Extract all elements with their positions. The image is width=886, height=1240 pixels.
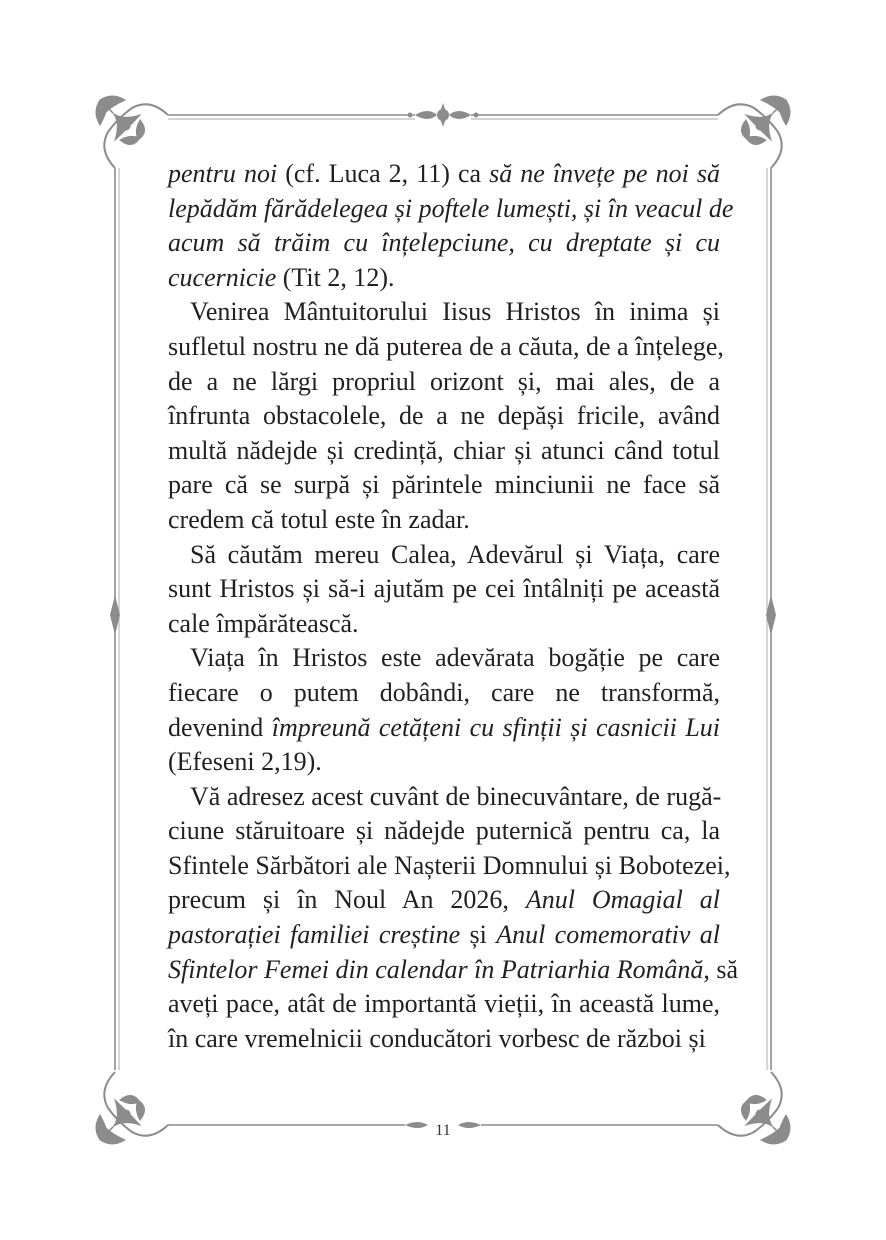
paragraph-p4 xyxy=(168,641,720,779)
corner-ornament-top-left xyxy=(96,96,168,168)
regular-text: cale împărătească. xyxy=(168,608,359,638)
regular-text: sunt Hristos și să-i ajutăm pe cei întâlniți pe această xyxy=(168,574,720,604)
text-line xyxy=(168,641,720,676)
text-line xyxy=(168,953,739,988)
text-line xyxy=(168,1022,720,1057)
text-line xyxy=(168,849,731,884)
italic-text: pentru noi xyxy=(168,159,278,188)
page-number: 11 xyxy=(435,1122,451,1139)
regular-text: ciune stăruitoare și nădejde puternică pentru ca, la xyxy=(168,816,720,846)
italic-text: împreună cetățeni cu sfinții și casnicii Lui xyxy=(271,712,721,742)
text-line xyxy=(168,157,720,192)
regular-text: Sfintele Sărbători ale Nașterii Domnului și Bobotezei, xyxy=(168,850,731,880)
regular-text: Să căutăm mereu Calea, Adevărul și Viața, care xyxy=(190,539,720,569)
regular-text: credem că totul este în zadar. xyxy=(168,504,470,534)
text-line xyxy=(168,503,720,538)
regular-text: pare că se surpă și părintele minciunii ne face să xyxy=(168,470,720,500)
text-line xyxy=(168,711,720,746)
text-line xyxy=(168,883,720,918)
text-line xyxy=(168,745,720,780)
text-line xyxy=(168,676,720,711)
italic-text: Anul comemorativ al xyxy=(496,920,720,950)
left-middle-ornament xyxy=(110,595,120,635)
text-line xyxy=(168,192,734,227)
italic-text: cucernicie xyxy=(168,262,277,292)
regular-text: și xyxy=(460,920,497,950)
top-center-ornament xyxy=(408,103,479,127)
paragraph-p5 xyxy=(168,780,739,1057)
text-line xyxy=(168,226,720,261)
text-line xyxy=(168,399,720,434)
regular-text: înfrunta obstacolele, de a ne depăși fricile, având xyxy=(168,401,720,431)
text-line xyxy=(168,780,720,815)
regular-text: de a ne lărgi propriul orizont și, mai ales, de a xyxy=(168,366,720,396)
italic-text: Sfintelor Femei din calendar în Patriarhia Română xyxy=(168,954,704,984)
italic-text: Anul Omagial al xyxy=(525,885,720,915)
regular-text: aveți pace, atât de importantă vieții, în această lume, xyxy=(168,989,720,1019)
regular-text: în care vremelnicii conducători vorbesc de război și xyxy=(168,1023,706,1053)
regular-text: (Tit 2, 12). xyxy=(276,262,395,292)
paragraph-p1 xyxy=(168,157,734,295)
regular-text: , să xyxy=(703,954,739,984)
regular-text: (Efeseni 2,19). xyxy=(168,747,322,777)
regular-text: devenind xyxy=(168,712,272,742)
text-line xyxy=(168,434,720,469)
regular-text: multă nădejde și credință, chiar și atunci când totul xyxy=(168,435,720,465)
text-line xyxy=(168,330,724,365)
paragraph-p2 xyxy=(168,295,724,537)
text-line xyxy=(168,607,720,642)
text-line xyxy=(168,261,720,296)
body-text xyxy=(168,157,739,1056)
regular-text: Vă adresez acest cuvânt de binecuvântare, de rugă- xyxy=(190,781,722,811)
paragraph-p3 xyxy=(168,538,720,642)
corner-ornament-top-right xyxy=(718,96,790,168)
corner-ornament-bottom-left xyxy=(96,1072,168,1144)
text-line xyxy=(168,365,720,400)
text-line xyxy=(168,468,720,503)
regular-text: (cf. Luca 2, 11) ca xyxy=(277,159,490,188)
regular-text: Venirea Mântuitorului Iisus Hristos în inima și xyxy=(190,297,720,327)
right-middle-ornament xyxy=(766,595,776,635)
text-line xyxy=(168,295,720,330)
text-line xyxy=(168,918,720,953)
regular-text: fiecare o putem dobândi, care ne transformă, xyxy=(168,677,720,707)
text-line xyxy=(168,572,720,607)
italic-text: să ne învețe pe noi să xyxy=(489,159,721,188)
italic-text: lepădăm fărădelegea și poftele lumești, și în veacul de xyxy=(168,193,734,223)
regular-text: Viața în Hristos este adevărata bogăție pe care xyxy=(190,643,720,673)
italic-text: pastorației familiei creștine xyxy=(168,920,461,950)
italic-text: acum să trăim cu înțelepciune, cu dreptate și cu xyxy=(168,228,720,258)
corner-ornament-bottom-right xyxy=(718,1072,790,1144)
text-line xyxy=(168,814,720,849)
text-line xyxy=(168,987,720,1022)
regular-text: sufletul nostru ne dă puterea de a căuta, de a înțelege, xyxy=(168,331,724,361)
text-line xyxy=(168,538,720,573)
regular-text: precum și în Noul An 2026, xyxy=(168,885,526,915)
